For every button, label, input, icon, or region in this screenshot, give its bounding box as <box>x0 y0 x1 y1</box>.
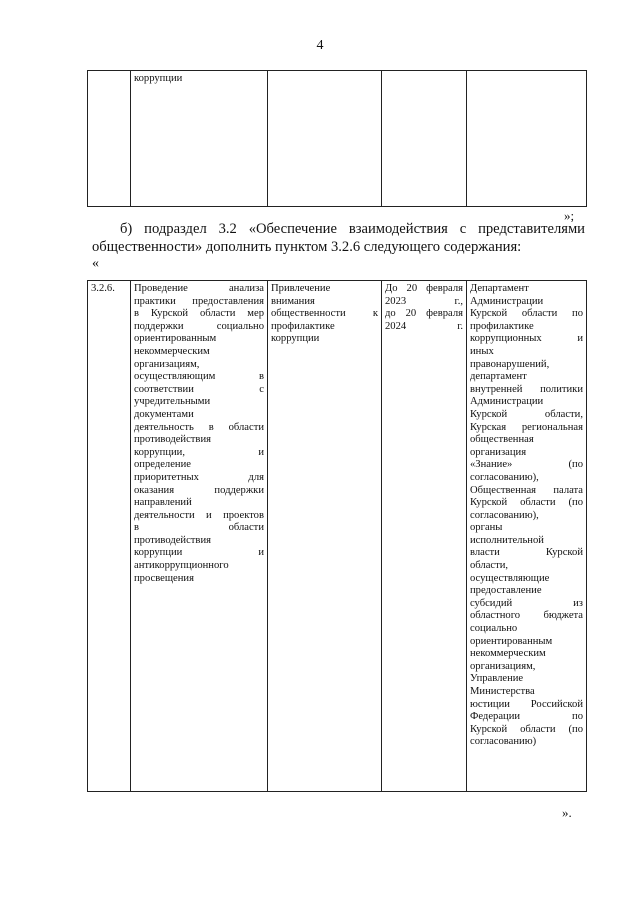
cell-line: Федерации по <box>470 711 583 723</box>
cell-line: Курской области по <box>470 308 583 320</box>
cell-line: внутренней политики <box>470 383 583 395</box>
cell-line: Курской области (по <box>470 497 583 509</box>
cell-line: коррупции и <box>134 547 264 559</box>
cell-line: юстиции Российской <box>470 698 583 710</box>
cell-line: деятельности и проектов <box>134 509 264 521</box>
page-number: 4 <box>316 38 324 53</box>
cell-line: Администрации <box>470 295 544 307</box>
table-row <box>88 281 587 792</box>
table-cell-responsible <box>467 71 587 207</box>
cell-line: Курской области (по <box>470 723 583 735</box>
cell-line: оказания поддержки <box>134 484 264 496</box>
cell-line: Департамент <box>470 283 529 294</box>
cell-line: 2024 г. <box>385 320 463 332</box>
continuation-table <box>87 70 587 207</box>
cell-line: Курской области, <box>470 408 583 420</box>
cell-line: осуществляющие <box>470 572 550 584</box>
cell-line: 2023 г., <box>385 295 463 307</box>
cell-line: антикоррупционного <box>134 560 229 572</box>
item-number: 3.2.6. <box>88 281 131 792</box>
goal-cell <box>268 281 382 792</box>
paragraph-line: общественности» дополнить пунктом 3.2.6 следующего содержания: <box>92 239 522 255</box>
cell-line: органы <box>470 522 503 534</box>
measures-table <box>87 280 587 792</box>
cell-line: коррупции, и <box>134 446 264 458</box>
cell-line: Проведение анализа <box>134 283 264 294</box>
cell-line: учредительными <box>134 396 211 408</box>
table-cell-event: коррупции <box>131 71 268 207</box>
deadline-cell <box>382 281 467 792</box>
cell-line: «Знание» (по <box>470 459 583 471</box>
cell-line: приоритетных для <box>134 471 264 483</box>
cell-line: соответствии с <box>134 383 264 395</box>
cell-line: иных <box>470 345 494 357</box>
cell-line: противодействия <box>134 534 211 546</box>
cell-line: организация <box>470 446 527 458</box>
table-cell-number <box>88 71 131 207</box>
cell-line: поддержки социально <box>134 320 264 332</box>
cell-line: осуществляющим в <box>134 371 264 383</box>
cell-line: Министерства <box>470 686 535 697</box>
cell-line: профилактике <box>470 320 534 332</box>
cell-line: внимания <box>271 295 315 307</box>
cell-line: направлений <box>134 497 192 509</box>
cell-line: Управление <box>470 673 524 685</box>
cell-line: согласованию), <box>470 509 539 521</box>
cell-line: социально <box>470 623 518 635</box>
cell-line: области, <box>470 560 509 572</box>
table-cell-goal <box>268 71 382 207</box>
cell-line: организациям, <box>134 358 200 370</box>
cell-line: в области <box>134 522 264 534</box>
cell-line: практики предоставления <box>134 295 264 307</box>
cell-line: Привлечение <box>271 283 331 294</box>
cell-line: До 20 февраля <box>385 283 463 294</box>
cell-line: согласованию), <box>470 471 539 483</box>
cell-line: в Курской области мер <box>134 308 264 320</box>
cell-line: общественности к <box>271 308 378 320</box>
paragraph-line: б) подраздел 3.2 «Обеспечение взаимодействия с представителями <box>120 221 585 237</box>
cell-line: субсидий из <box>470 597 583 609</box>
responsible-cell <box>467 281 587 792</box>
opening-quote: « <box>92 256 99 271</box>
cell-line: просвещения <box>134 572 194 584</box>
cell-line: общественная <box>470 434 534 446</box>
table-cell-deadline <box>382 71 467 207</box>
cell-line: ориентированным <box>134 333 217 345</box>
closing-quote: »; <box>564 208 575 223</box>
closing-quote-final: ». <box>562 805 572 820</box>
cell-line: власти Курской <box>470 547 583 559</box>
table-row <box>88 71 587 207</box>
cell-line: деятельность в области <box>134 421 264 433</box>
cell-line: предоставление <box>470 585 542 597</box>
cell-line: областного бюджета <box>470 610 583 622</box>
cell-line: правонарушений, <box>470 358 550 370</box>
cell-line: до 20 февраля <box>385 308 463 320</box>
cell-line: профилактике <box>271 320 335 332</box>
cell-line: некоммерческим <box>470 648 546 660</box>
cell-line: исполнительной <box>470 534 544 546</box>
cell-line: организациям, <box>470 660 536 672</box>
cell-line: коррупционных и <box>470 333 583 345</box>
cell-line: Администрации <box>470 396 544 408</box>
cell-line: Общественная палата <box>470 484 583 496</box>
cell-line: документами <box>134 408 194 420</box>
cell-line: коррупции <box>271 333 320 345</box>
cell-line: Курская региональная <box>470 421 583 433</box>
cell-line: противодействия <box>134 434 211 446</box>
cell-line: определение <box>134 459 191 471</box>
cell-line: согласованию) <box>470 736 537 748</box>
amendment-paragraph <box>92 220 585 256</box>
cell-line: ориентированным <box>470 635 553 647</box>
event-cell <box>131 281 268 792</box>
cell-line: департамент <box>470 371 527 383</box>
cell-line: некоммерческим <box>134 345 210 357</box>
